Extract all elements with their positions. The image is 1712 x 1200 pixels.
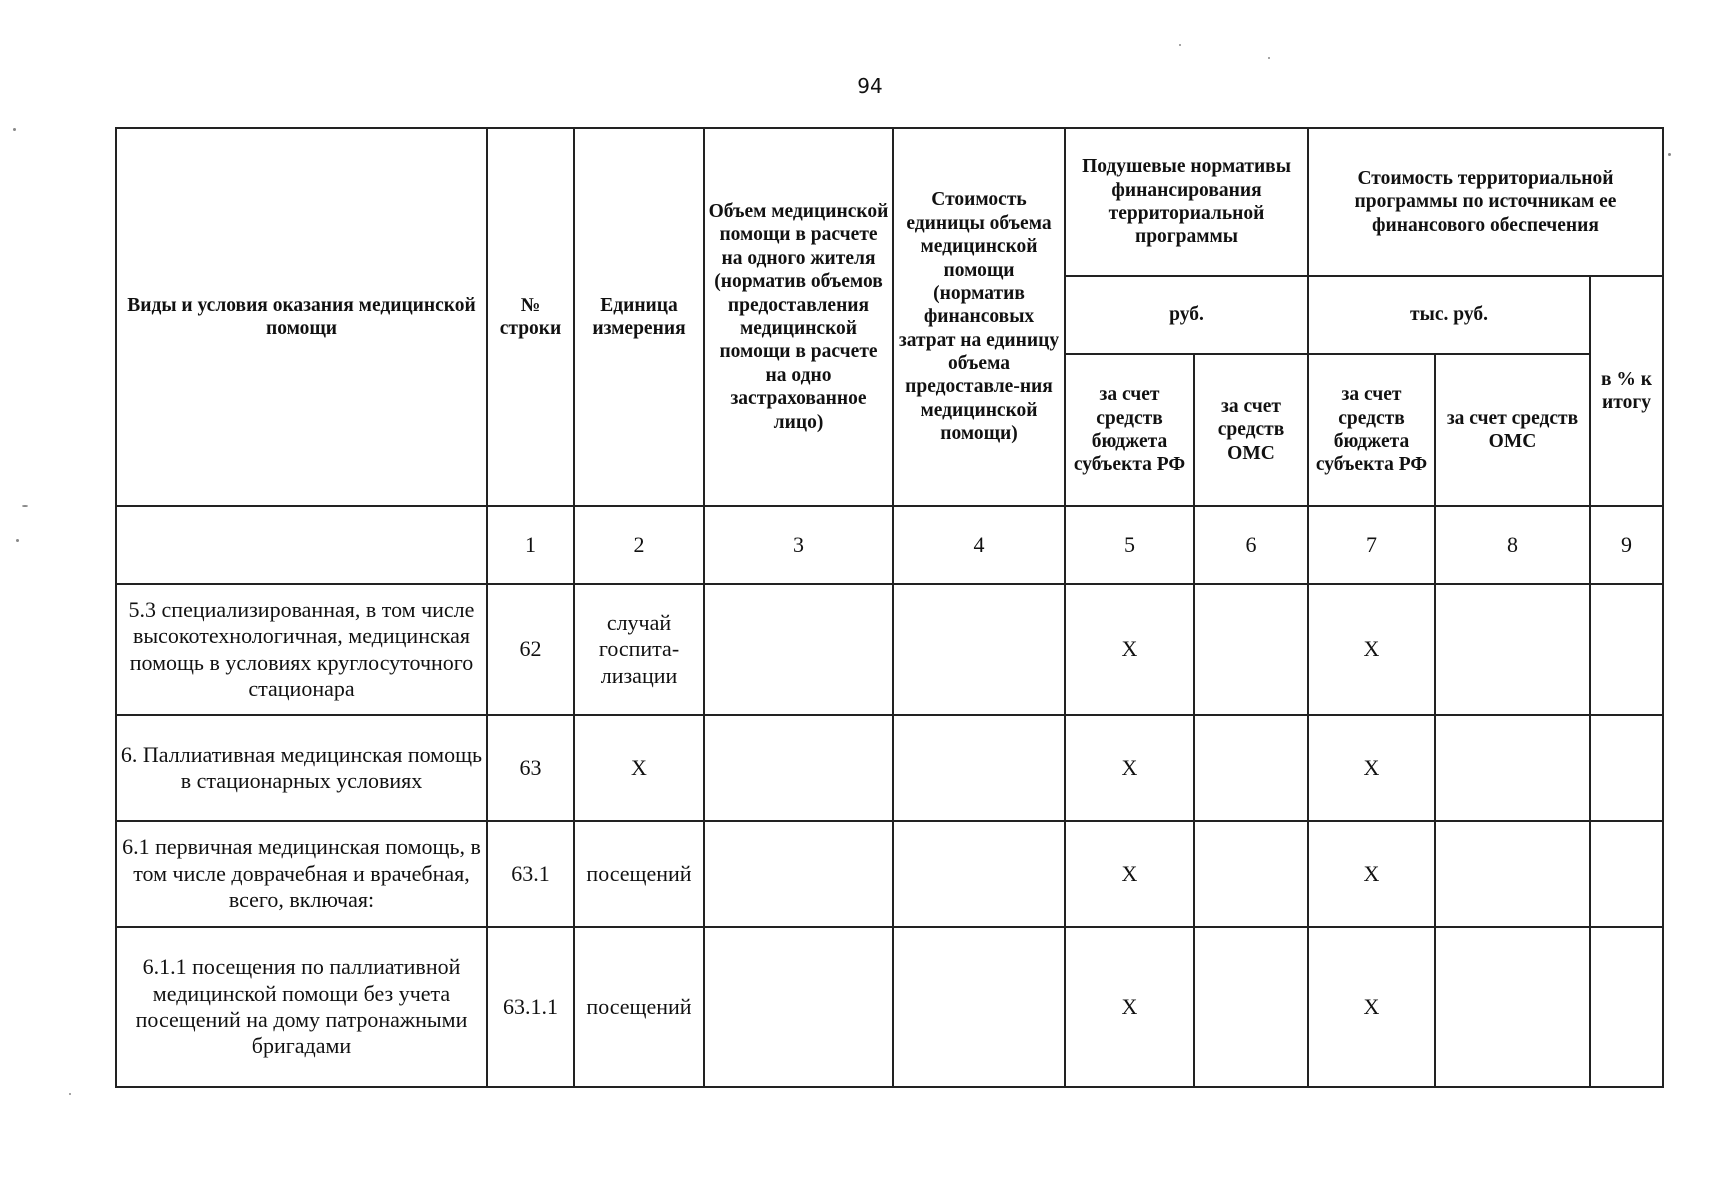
row-unit: случай госпита-лизации	[574, 584, 704, 715]
cell-cost	[893, 821, 1065, 927]
header-program-cost: Стоимость территориальной программы по источникам ее финансового обеспечения	[1308, 128, 1663, 276]
table-row	[116, 927, 1663, 1087]
cell-budget-thous: Х	[1308, 715, 1435, 821]
cell-volume	[704, 584, 893, 715]
row-description: 6.1.1 посещения по паллиативной медицинской помощи без учета посещений на дому патронажными бригадами	[116, 927, 487, 1087]
header-oms-2: за счет средств ОМС	[1435, 354, 1590, 506]
cell-cost	[893, 584, 1065, 715]
column-numbers-row	[116, 506, 1663, 584]
cell-budget-rub: Х	[1065, 715, 1194, 821]
column-number	[116, 506, 487, 584]
row-number: 63.1.1	[487, 927, 574, 1087]
row-description: 5.3 специализированная, в том числе высокотехнологичная, медицинская помощь в условиях круглосуточного стационара	[116, 584, 487, 715]
cell-oms-rub	[1194, 584, 1308, 715]
cell-oms-thous	[1435, 715, 1590, 821]
header-per-capita: Подушевые нормативы финансирования территориальной программы	[1065, 128, 1308, 276]
cell-volume	[704, 821, 893, 927]
column-number: 4	[893, 506, 1065, 584]
cell-budget-rub: Х	[1065, 584, 1194, 715]
cell-oms-rub	[1194, 927, 1308, 1087]
cell-budget-rub: Х	[1065, 927, 1194, 1087]
cell-oms-thous	[1435, 584, 1590, 715]
row-number: 63.1	[487, 821, 574, 927]
cell-volume	[704, 715, 893, 821]
cell-percent	[1590, 927, 1663, 1087]
row-description: 6. Паллиативная медицинская помощь в стационарных условиях	[116, 715, 487, 821]
header-budget-rf-2: за счет средств бюджета субъекта РФ	[1308, 354, 1435, 506]
cell-cost	[893, 927, 1065, 1087]
column-number: 1	[487, 506, 574, 584]
column-number: 5	[1065, 506, 1194, 584]
header-budget-rf: за счет средств бюджета субъекта РФ	[1065, 354, 1194, 506]
page-number: 94	[857, 74, 883, 98]
header-cost-per-unit: Стоимость единицы объема медицинской помощи (норматив финансовых затрат на единицу объема предоставле-ния медицинской помощи)	[893, 128, 1065, 506]
header-rub: руб.	[1065, 276, 1308, 354]
cell-budget-thous: Х	[1308, 927, 1435, 1087]
cell-oms-rub	[1194, 715, 1308, 821]
cell-oms-rub	[1194, 821, 1308, 927]
row-number: 63	[487, 715, 574, 821]
header-thous-rub: тыс. руб.	[1308, 276, 1590, 354]
table-row	[116, 821, 1663, 927]
column-number: 7	[1308, 506, 1435, 584]
cell-budget-rub: Х	[1065, 821, 1194, 927]
header-percent: в % к итогу	[1590, 276, 1663, 506]
cell-budget-thous: Х	[1308, 584, 1435, 715]
table-row	[116, 715, 1663, 821]
row-description: 6.1 первичная медицинская помощь, в том числе доврачебная и врачебная, всего, включая:	[116, 821, 487, 927]
column-number: 9	[1590, 506, 1663, 584]
row-unit: посещений	[574, 821, 704, 927]
cell-oms-thous	[1435, 821, 1590, 927]
cell-percent	[1590, 584, 1663, 715]
table-row	[116, 584, 1663, 715]
cell-cost	[893, 715, 1065, 821]
column-number: 3	[704, 506, 893, 584]
header-volume: Объем медицинской помощи в расчете на одного жителя (норматив объемов предоставления медицинской помощи в расчете на одно застрахованное лицо)	[704, 128, 893, 506]
cell-percent	[1590, 821, 1663, 927]
header-unit: Единица измерения	[574, 128, 704, 506]
cell-oms-thous	[1435, 927, 1590, 1087]
row-unit: посещений	[574, 927, 704, 1087]
column-number: 8	[1435, 506, 1590, 584]
column-number: 2	[574, 506, 704, 584]
financing-table	[115, 127, 1664, 1088]
row-unit: Х	[574, 715, 704, 821]
header-oms: за счет средств ОМС	[1194, 354, 1308, 506]
header-row-number: № строки	[487, 128, 574, 506]
row-number: 62	[487, 584, 574, 715]
cell-percent	[1590, 715, 1663, 821]
column-number: 6	[1194, 506, 1308, 584]
header-types-conditions: Виды и условия оказания медицинской помощи	[116, 128, 487, 506]
cell-volume	[704, 927, 893, 1087]
cell-budget-thous: Х	[1308, 821, 1435, 927]
